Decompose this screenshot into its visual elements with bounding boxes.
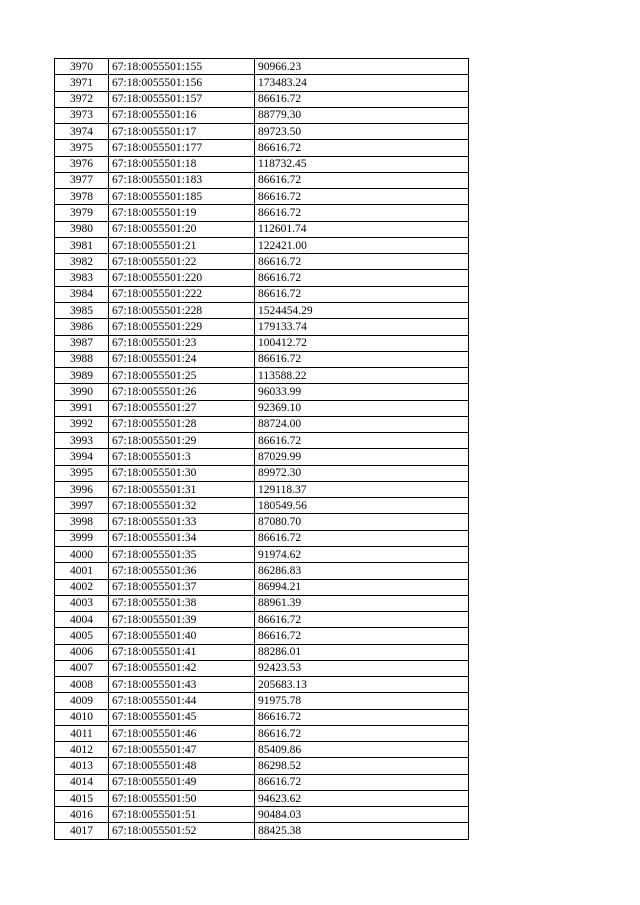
table-row bbox=[55, 319, 469, 335]
cadastral-number-cell: 67:18:0055501:185 bbox=[109, 189, 255, 205]
cadastral-value-cell: 88961.39 bbox=[255, 595, 469, 611]
row-number-cell: 3991 bbox=[55, 400, 109, 416]
table-row bbox=[55, 481, 469, 497]
table-row bbox=[55, 644, 469, 660]
cadastral-value-cell: 91974.62 bbox=[255, 546, 469, 562]
row-number-cell: 4009 bbox=[55, 693, 109, 709]
table-row bbox=[55, 742, 469, 758]
cadastral-number-cell: 67:18:0055501:27 bbox=[109, 400, 255, 416]
table-row bbox=[55, 612, 469, 628]
table-row bbox=[55, 384, 469, 400]
cadastral-value-cell: 86616.72 bbox=[255, 270, 469, 286]
table-row bbox=[55, 205, 469, 221]
cadastral-value-cell: 88724.00 bbox=[255, 416, 469, 432]
cadastral-number-cell: 67:18:0055501:40 bbox=[109, 628, 255, 644]
table-row bbox=[55, 270, 469, 286]
row-number-cell: 3987 bbox=[55, 335, 109, 351]
cadastral-value-cell: 86616.72 bbox=[255, 286, 469, 302]
row-number-cell: 3978 bbox=[55, 189, 109, 205]
cadastral-value-cell: 86286.83 bbox=[255, 563, 469, 579]
row-number-cell: 4003 bbox=[55, 595, 109, 611]
cadastral-value-cell: 85409.86 bbox=[255, 742, 469, 758]
cadastral-number-cell: 67:18:0055501:52 bbox=[109, 823, 255, 839]
cadastral-number-cell: 67:18:0055501:222 bbox=[109, 286, 255, 302]
cadastral-number-cell: 67:18:0055501:28 bbox=[109, 416, 255, 432]
cadastral-number-cell: 67:18:0055501:32 bbox=[109, 498, 255, 514]
table-row bbox=[55, 595, 469, 611]
cadastral-number-cell: 67:18:0055501:22 bbox=[109, 254, 255, 270]
cadastral-value-cell: 86616.72 bbox=[255, 189, 469, 205]
table-row bbox=[55, 59, 469, 75]
cadastral-value-cell: 122421.00 bbox=[255, 237, 469, 253]
cadastral-number-cell: 67:18:0055501:44 bbox=[109, 693, 255, 709]
table-row bbox=[55, 677, 469, 693]
cadastral-value-cell: 89972.30 bbox=[255, 465, 469, 481]
table-row bbox=[55, 498, 469, 514]
row-number-cell: 4017 bbox=[55, 823, 109, 839]
table-row bbox=[55, 368, 469, 384]
row-number-cell: 3971 bbox=[55, 75, 109, 91]
cadastral-value-cell: 86616.72 bbox=[255, 351, 469, 367]
cadastral-number-cell: 67:18:0055501:19 bbox=[109, 205, 255, 221]
row-number-cell: 3973 bbox=[55, 107, 109, 123]
table-row bbox=[55, 660, 469, 676]
table-row bbox=[55, 335, 469, 351]
row-number-cell: 3974 bbox=[55, 124, 109, 140]
row-number-cell: 3977 bbox=[55, 172, 109, 188]
cadastral-number-cell: 67:18:0055501:43 bbox=[109, 677, 255, 693]
table-row bbox=[55, 189, 469, 205]
table-row bbox=[55, 693, 469, 709]
row-number-cell: 3983 bbox=[55, 270, 109, 286]
table-row bbox=[55, 302, 469, 318]
cadastral-number-cell: 67:18:0055501:34 bbox=[109, 530, 255, 546]
table-row bbox=[55, 823, 469, 839]
table-row bbox=[55, 758, 469, 774]
table-row bbox=[55, 156, 469, 172]
table-row bbox=[55, 140, 469, 156]
cadastral-number-cell: 67:18:0055501:38 bbox=[109, 595, 255, 611]
row-number-cell: 4002 bbox=[55, 579, 109, 595]
cadastral-value-cell: 86616.72 bbox=[255, 140, 469, 156]
row-number-cell: 3975 bbox=[55, 140, 109, 156]
table-row bbox=[55, 790, 469, 806]
table-row bbox=[55, 433, 469, 449]
cadastral-value-cell: 86994.21 bbox=[255, 579, 469, 595]
row-number-cell: 4010 bbox=[55, 709, 109, 725]
cadastral-number-cell: 67:18:0055501:42 bbox=[109, 660, 255, 676]
cadastral-number-cell: 67:18:0055501:26 bbox=[109, 384, 255, 400]
row-number-cell: 4007 bbox=[55, 660, 109, 676]
cadastral-number-cell: 67:18:0055501:49 bbox=[109, 774, 255, 790]
cadastral-number-cell: 67:18:0055501:39 bbox=[109, 612, 255, 628]
table-row bbox=[55, 807, 469, 823]
cadastral-number-cell: 67:18:0055501:45 bbox=[109, 709, 255, 725]
cadastral-number-cell: 67:18:0055501:229 bbox=[109, 319, 255, 335]
cadastral-number-cell: 67:18:0055501:17 bbox=[109, 124, 255, 140]
row-number-cell: 4016 bbox=[55, 807, 109, 823]
cadastral-number-cell: 67:18:0055501:155 bbox=[109, 59, 255, 75]
table-row bbox=[55, 628, 469, 644]
table-row bbox=[55, 465, 469, 481]
cadastral-number-cell: 67:18:0055501:157 bbox=[109, 91, 255, 107]
row-number-cell: 3979 bbox=[55, 205, 109, 221]
cadastral-number-cell: 67:18:0055501:25 bbox=[109, 368, 255, 384]
table-row bbox=[55, 107, 469, 123]
table-row bbox=[55, 172, 469, 188]
cadastral-number-cell: 67:18:0055501:51 bbox=[109, 807, 255, 823]
table-row bbox=[55, 124, 469, 140]
cadastral-number-cell: 67:18:0055501:228 bbox=[109, 302, 255, 318]
row-number-cell: 3994 bbox=[55, 449, 109, 465]
row-number-cell: 4004 bbox=[55, 612, 109, 628]
cadastral-value-cell: 86616.72 bbox=[255, 205, 469, 221]
row-number-cell: 3981 bbox=[55, 237, 109, 253]
cadastral-value-cell: 87080.70 bbox=[255, 514, 469, 530]
cadastral-value-cell: 118732.45 bbox=[255, 156, 469, 172]
row-number-cell: 3976 bbox=[55, 156, 109, 172]
cadastral-value-cell: 96033.99 bbox=[255, 384, 469, 400]
cadastral-value-cell: 86616.72 bbox=[255, 530, 469, 546]
table-row bbox=[55, 709, 469, 725]
cadastral-value-cell: 86616.72 bbox=[255, 433, 469, 449]
cadastral-value-table bbox=[54, 58, 469, 840]
cadastral-value-cell: 88779.30 bbox=[255, 107, 469, 123]
table-row bbox=[55, 579, 469, 595]
cadastral-number-cell: 67:18:0055501:23 bbox=[109, 335, 255, 351]
cadastral-value-cell: 129118.37 bbox=[255, 481, 469, 497]
table-row bbox=[55, 514, 469, 530]
cadastral-value-cell: 86298.52 bbox=[255, 758, 469, 774]
cadastral-value-cell: 86616.72 bbox=[255, 709, 469, 725]
cadastral-value-cell: 86616.72 bbox=[255, 254, 469, 270]
row-number-cell: 3972 bbox=[55, 91, 109, 107]
row-number-cell: 3997 bbox=[55, 498, 109, 514]
row-number-cell: 3980 bbox=[55, 221, 109, 237]
row-number-cell: 4000 bbox=[55, 546, 109, 562]
cadastral-number-cell: 67:18:0055501:37 bbox=[109, 579, 255, 595]
table-row bbox=[55, 91, 469, 107]
table-row bbox=[55, 774, 469, 790]
row-number-cell: 3984 bbox=[55, 286, 109, 302]
cadastral-number-cell: 67:18:0055501:31 bbox=[109, 481, 255, 497]
row-number-cell: 3990 bbox=[55, 384, 109, 400]
row-number-cell: 3999 bbox=[55, 530, 109, 546]
cadastral-number-cell: 67:18:0055501:33 bbox=[109, 514, 255, 530]
cadastral-value-cell: 86616.72 bbox=[255, 172, 469, 188]
cadastral-value-cell: 86616.72 bbox=[255, 91, 469, 107]
cadastral-value-cell: 112601.74 bbox=[255, 221, 469, 237]
row-number-cell: 3989 bbox=[55, 368, 109, 384]
cadastral-value-cell: 88286.01 bbox=[255, 644, 469, 660]
cadastral-value-cell: 173483.24 bbox=[255, 75, 469, 91]
cadastral-value-cell: 1524454.29 bbox=[255, 302, 469, 318]
cadastral-number-cell: 67:18:0055501:21 bbox=[109, 237, 255, 253]
cadastral-number-cell: 67:18:0055501:183 bbox=[109, 172, 255, 188]
cadastral-number-cell: 67:18:0055501:220 bbox=[109, 270, 255, 286]
cadastral-value-cell: 87029.99 bbox=[255, 449, 469, 465]
row-number-cell: 4008 bbox=[55, 677, 109, 693]
cadastral-number-cell: 67:18:0055501:35 bbox=[109, 546, 255, 562]
cadastral-number-cell: 67:18:0055501:177 bbox=[109, 140, 255, 156]
cadastral-number-cell: 67:18:0055501:41 bbox=[109, 644, 255, 660]
table-row bbox=[55, 449, 469, 465]
row-number-cell: 4001 bbox=[55, 563, 109, 579]
table-row bbox=[55, 563, 469, 579]
cadastral-number-cell: 67:18:0055501:46 bbox=[109, 725, 255, 741]
row-number-cell: 4013 bbox=[55, 758, 109, 774]
row-number-cell: 4015 bbox=[55, 790, 109, 806]
row-number-cell: 3993 bbox=[55, 433, 109, 449]
row-number-cell: 4012 bbox=[55, 742, 109, 758]
row-number-cell: 3992 bbox=[55, 416, 109, 432]
cadastral-number-cell: 67:18:0055501:24 bbox=[109, 351, 255, 367]
row-number-cell: 3986 bbox=[55, 319, 109, 335]
cadastral-number-cell: 67:18:0055501:29 bbox=[109, 433, 255, 449]
row-number-cell: 3982 bbox=[55, 254, 109, 270]
cadastral-value-cell: 92369.10 bbox=[255, 400, 469, 416]
cadastral-value-cell: 86616.72 bbox=[255, 612, 469, 628]
row-number-cell: 4011 bbox=[55, 725, 109, 741]
table-row bbox=[55, 351, 469, 367]
cadastral-number-cell: 67:18:0055501:16 bbox=[109, 107, 255, 123]
cadastral-value-cell: 91975.78 bbox=[255, 693, 469, 709]
table-row bbox=[55, 725, 469, 741]
cadastral-value-cell: 92423.53 bbox=[255, 660, 469, 676]
table-row bbox=[55, 254, 469, 270]
table-row bbox=[55, 286, 469, 302]
cadastral-number-cell: 67:18:0055501:20 bbox=[109, 221, 255, 237]
cadastral-value-cell: 86616.72 bbox=[255, 628, 469, 644]
cadastral-value-cell: 86616.72 bbox=[255, 774, 469, 790]
table-row bbox=[55, 530, 469, 546]
cadastral-number-cell: 67:18:0055501:3 bbox=[109, 449, 255, 465]
row-number-cell: 3998 bbox=[55, 514, 109, 530]
cadastral-value-cell: 113588.22 bbox=[255, 368, 469, 384]
table-body bbox=[55, 59, 469, 840]
cadastral-value-cell: 179133.74 bbox=[255, 319, 469, 335]
table-row bbox=[55, 237, 469, 253]
row-number-cell: 3995 bbox=[55, 465, 109, 481]
cadastral-value-cell: 94623.62 bbox=[255, 790, 469, 806]
row-number-cell: 4005 bbox=[55, 628, 109, 644]
table-row bbox=[55, 221, 469, 237]
cadastral-number-cell: 67:18:0055501:156 bbox=[109, 75, 255, 91]
cadastral-number-cell: 67:18:0055501:48 bbox=[109, 758, 255, 774]
cadastral-value-cell: 90484.03 bbox=[255, 807, 469, 823]
cadastral-value-cell: 88425.38 bbox=[255, 823, 469, 839]
row-number-cell: 3988 bbox=[55, 351, 109, 367]
row-number-cell: 3985 bbox=[55, 302, 109, 318]
table-row bbox=[55, 400, 469, 416]
cadastral-value-cell: 86616.72 bbox=[255, 725, 469, 741]
cadastral-number-cell: 67:18:0055501:47 bbox=[109, 742, 255, 758]
cadastral-value-cell: 90966.23 bbox=[255, 59, 469, 75]
row-number-cell: 4006 bbox=[55, 644, 109, 660]
table-row bbox=[55, 416, 469, 432]
cadastral-value-cell: 180549.56 bbox=[255, 498, 469, 514]
cadastral-number-cell: 67:18:0055501:18 bbox=[109, 156, 255, 172]
row-number-cell: 4014 bbox=[55, 774, 109, 790]
cadastral-number-cell: 67:18:0055501:30 bbox=[109, 465, 255, 481]
row-number-cell: 3970 bbox=[55, 59, 109, 75]
row-number-cell: 3996 bbox=[55, 481, 109, 497]
table-row bbox=[55, 75, 469, 91]
cadastral-number-cell: 67:18:0055501:36 bbox=[109, 563, 255, 579]
table-row bbox=[55, 546, 469, 562]
cadastral-value-cell: 100412.72 bbox=[255, 335, 469, 351]
cadastral-value-cell: 89723.50 bbox=[255, 124, 469, 140]
cadastral-number-cell: 67:18:0055501:50 bbox=[109, 790, 255, 806]
cadastral-value-cell: 205683.13 bbox=[255, 677, 469, 693]
